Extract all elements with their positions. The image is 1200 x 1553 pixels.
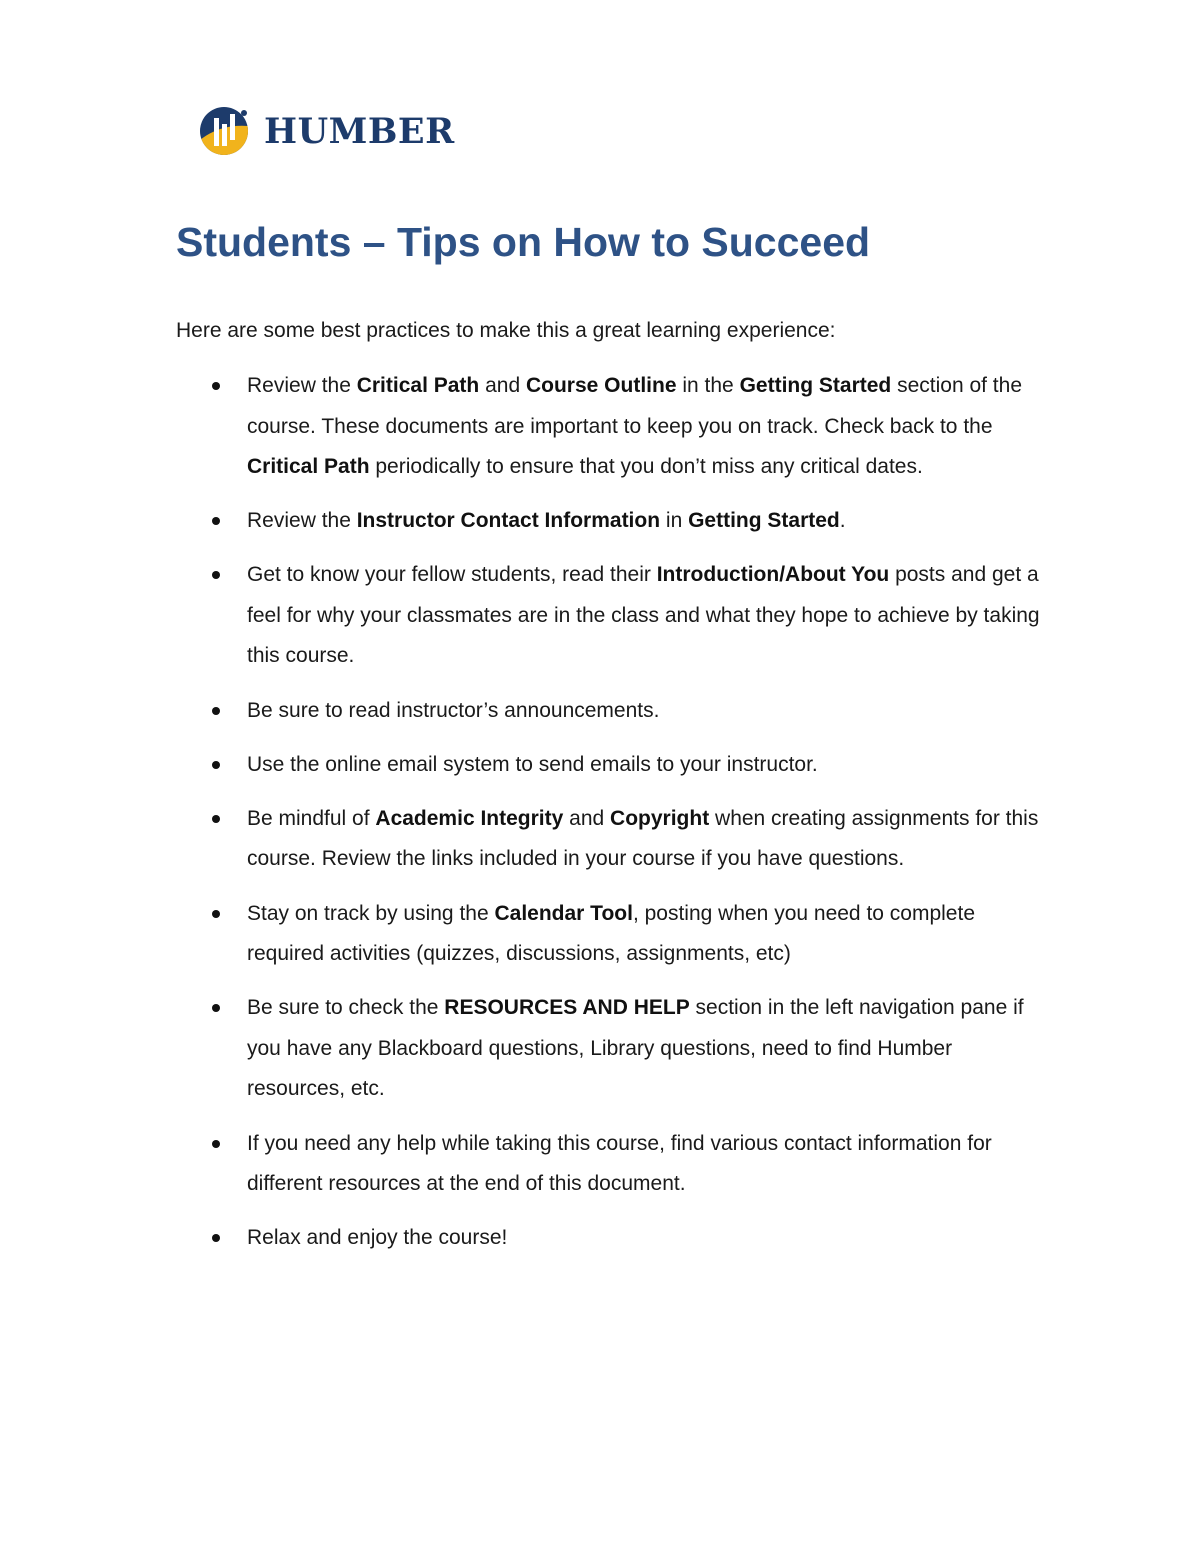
list-item <box>176 1218 1046 1259</box>
tip-text: Relax and enjoy the course! <box>247 1226 508 1250</box>
humber-logo <box>200 104 455 158</box>
bullet-icon <box>212 1234 220 1242</box>
bold-term: Getting Started <box>688 509 840 533</box>
bold-term: Calendar Tool <box>494 901 633 925</box>
bullet-icon <box>212 910 220 918</box>
tip-text: section of the course. These documents are important to keep you on track. Check back to the <box>247 374 1022 438</box>
tip-text: and <box>563 806 611 830</box>
tip-text: when creating assignments for this course. Review the links included in your course if you have questions. <box>247 806 1039 871</box>
bullet-icon <box>212 517 220 525</box>
bold-term: Critical Path <box>247 455 370 478</box>
tip-text: , posting when you need to complete required activities (quizzes, discussions, assignments, etc) <box>247 901 975 966</box>
bold-term: Getting Started <box>739 374 892 397</box>
bold-term: RESOURCES AND HELP <box>444 996 690 1020</box>
bold-term: Course Outline <box>525 374 677 397</box>
bullet-icon <box>212 707 220 715</box>
tip-text: Use the online email system to send emails to your instructor. <box>247 752 818 776</box>
bullet-icon <box>212 815 220 823</box>
tip-text: periodically to ensure that you don’t miss any critical dates. <box>369 455 923 478</box>
bullet-icon <box>212 382 220 390</box>
bullet-icon <box>212 1004 220 1012</box>
list-item <box>176 555 1046 677</box>
tip-text: . <box>839 509 846 533</box>
humber-logo-wordmark: HUMBER <box>264 110 455 152</box>
list-item <box>176 691 1046 732</box>
bold-term: Introduction/About You <box>656 563 890 587</box>
bullet-icon <box>212 761 220 769</box>
humber-logo-icon <box>200 104 256 158</box>
bold-term: Critical Path <box>356 374 480 397</box>
tip-text: Be sure to read instructor’s announcements. <box>247 698 660 722</box>
tip-text: Be mindful of <box>247 806 376 830</box>
bullet-icon <box>212 571 220 579</box>
list-item <box>176 745 1046 786</box>
list-item <box>176 501 1046 542</box>
tips-list <box>176 366 1046 1272</box>
bold-term: Instructor Contact Information <box>356 509 661 533</box>
tip-text: Get to know your fellow students, read their <box>247 563 657 587</box>
tip-text: and <box>479 374 526 397</box>
tip-text: in the <box>676 374 740 397</box>
tip-text: Stay on track by using the <box>247 901 495 925</box>
page-title: Students – Tips on How to Succeed <box>176 219 871 265</box>
list-item <box>176 366 1046 488</box>
tip-text: section in the left navigation pane if you have any Blackboard questions, Library questions, need to find Humber resources, etc. <box>247 996 1024 1101</box>
tip-text: in <box>660 509 689 533</box>
list-item <box>176 894 1046 975</box>
list-item <box>176 799 1046 880</box>
bullet-icon <box>212 1140 220 1148</box>
bold-term: Academic Integrity <box>375 806 564 830</box>
intro-paragraph: Here are some best practices to make this a great learning experience: <box>176 319 836 342</box>
tip-text: posts and get a feel for why your classmates are in the class and what they hope to achieve by taking this course. <box>247 563 1040 668</box>
list-item <box>176 988 1046 1110</box>
tip-text: Review the <box>247 374 357 397</box>
tip-text: If you need any help while taking this course, find various contact information for different resources at the end of this document. <box>247 1131 992 1195</box>
bold-term: Copyright <box>610 806 710 830</box>
tip-text: Review the <box>247 509 357 533</box>
tip-text: Be sure to check the <box>247 996 445 1020</box>
list-item <box>176 1124 1046 1205</box>
